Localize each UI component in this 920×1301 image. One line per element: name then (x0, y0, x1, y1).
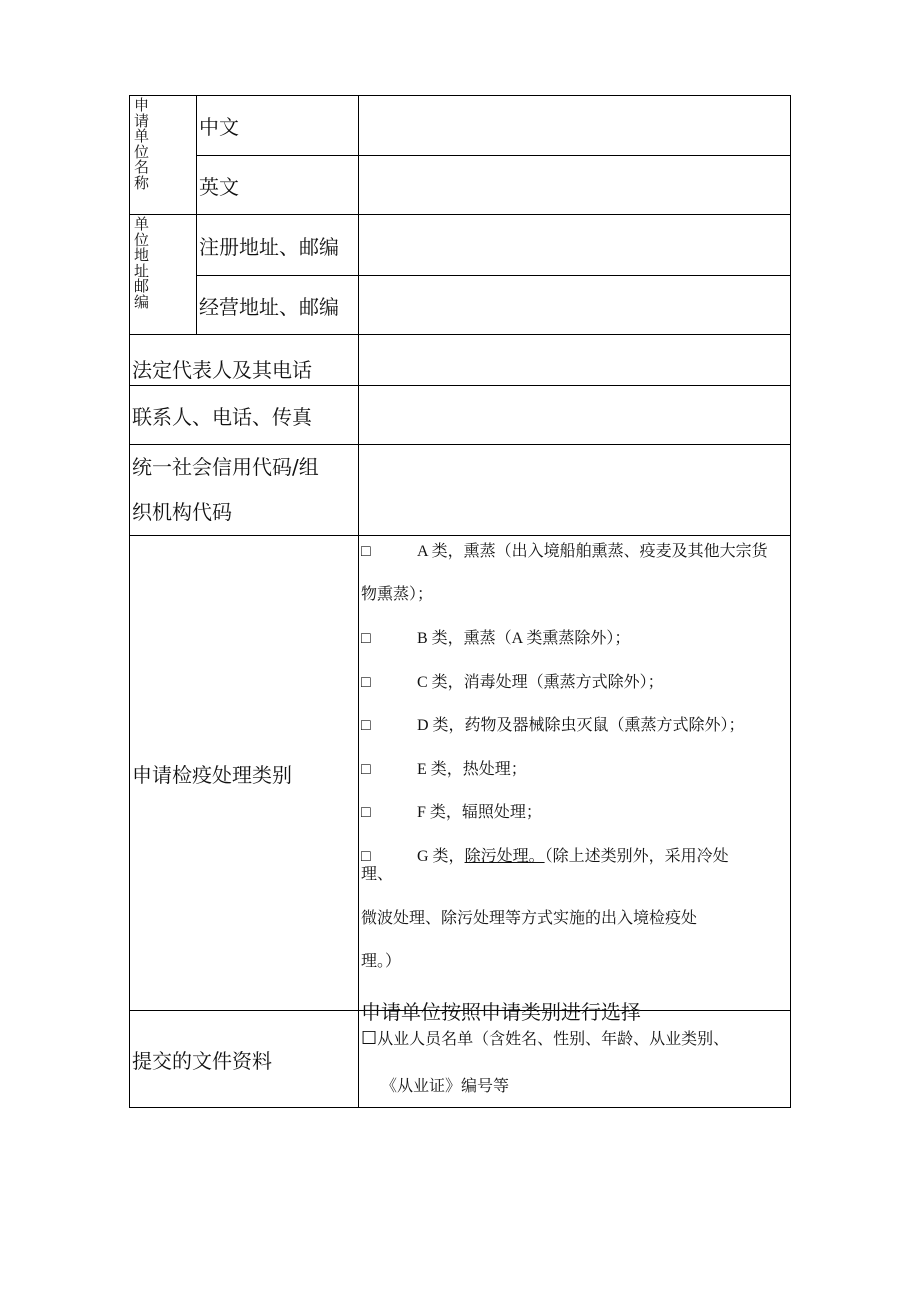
documents-content (359, 1011, 790, 1107)
category-row (130, 536, 791, 1011)
category-option-c[interactable] (361, 669, 664, 692)
option-text-underlined: 除污处理。 (464, 848, 545, 865)
contact-label: 联系人、电话、传真 (130, 386, 359, 445)
checkbox-icon[interactable]: □ (361, 848, 371, 865)
documents-cell (359, 1011, 791, 1108)
legal-rep-row (130, 335, 791, 386)
english-name-field[interactable] (359, 156, 791, 215)
documents-row (130, 1011, 791, 1108)
credit-code-label-line1: 统一社会信用代码/组 (132, 455, 319, 479)
vertical-char: 名 (134, 158, 150, 176)
document-option-staff-list-cont: 《从业证》编号等 (381, 1078, 510, 1095)
option-text: C 类，消毒处理（熏蒸方式除外）； (417, 674, 664, 691)
option-text: G 类， (417, 848, 465, 865)
application-form-table (129, 95, 791, 1108)
vertical-char: 位 (134, 142, 150, 161)
checkbox-icon[interactable]: ☐ (361, 1028, 378, 1049)
document-option-staff-list[interactable] (361, 1026, 729, 1049)
category-option-g-cont1: 理、 (361, 866, 394, 883)
registered-address-field[interactable] (359, 215, 791, 276)
checkbox-icon[interactable]: □ (361, 543, 371, 560)
credit-code-row (130, 445, 791, 536)
vertical-char: 申 (134, 96, 150, 114)
option-text: （除上述类别外，采用冷处 (544, 848, 729, 865)
legal-rep-field[interactable] (359, 335, 791, 386)
category-option-g-cont2: 微波处理、除污处理等方式实施的出入境检疫处 (361, 910, 698, 927)
category-option-g-cont3: 理。） (361, 953, 402, 970)
contact-field[interactable] (359, 386, 791, 445)
vertical-char: 地 (134, 246, 150, 264)
registered-address-row (130, 215, 791, 276)
category-option-e[interactable] (361, 756, 527, 779)
chinese-name-field[interactable] (359, 96, 791, 156)
category-label: 申请检疫处理类别 (130, 536, 359, 1011)
category-options-cell (359, 536, 791, 1024)
vertical-char: 单 (134, 215, 150, 233)
unit-name-chinese-row (130, 96, 791, 156)
category-option-b[interactable] (361, 625, 630, 648)
option-text: B 类，熏蒸（A 类熏蒸除外）； (417, 630, 631, 647)
option-text: A 类，熏蒸（出入境船舶熏蒸、疫麦及其他大宗货 (417, 543, 768, 560)
option-text: E 类，热处理； (417, 761, 527, 778)
chinese-name-label: 中文 (197, 96, 359, 156)
checkbox-icon[interactable]: □ (361, 674, 371, 691)
category-option-f[interactable] (361, 799, 542, 822)
unit-address-group-label (130, 215, 197, 335)
vertical-char: 址 (134, 261, 150, 280)
unit-name-english-row (130, 156, 791, 215)
vertical-char: 称 (134, 173, 150, 192)
option-text: F 类，辐照处理； (417, 804, 542, 821)
business-address-field[interactable] (359, 276, 791, 335)
checkbox-icon[interactable]: □ (361, 717, 371, 734)
category-option-g[interactable] (361, 843, 729, 866)
documents-label: 提交的文件资料 (130, 1011, 359, 1108)
option-text: D 类，药物及器械除虫灭鼠（熏蒸方式除外）； (417, 717, 745, 734)
category-options (359, 536, 790, 1024)
registered-address-label: 注册地址、邮编 (197, 215, 359, 276)
category-selection-note: 申请单位按照申请类别进行选择 (361, 1000, 641, 1024)
vertical-char: 编 (134, 292, 150, 311)
checkbox-icon[interactable]: □ (361, 761, 371, 778)
contact-row (130, 386, 791, 445)
option-text: 从业人员名单（含姓名、性别、年龄、从业类别、 (377, 1031, 730, 1048)
credit-code-label-line2: 织机构代码 (132, 500, 232, 524)
checkbox-icon[interactable]: □ (361, 630, 371, 647)
business-address-label: 经营地址、邮编 (197, 276, 359, 335)
category-option-a-cont: 物熏蒸）； (361, 586, 434, 603)
legal-rep-label: 法定代表人及其电话 (130, 335, 359, 386)
checkbox-icon[interactable]: □ (361, 804, 371, 821)
vertical-char: 位 (134, 230, 150, 249)
unit-name-group-label (130, 96, 197, 215)
english-name-label: 英文 (197, 156, 359, 215)
business-address-row (130, 276, 791, 335)
category-option-d[interactable] (361, 712, 745, 735)
credit-code-label (130, 445, 359, 536)
vertical-char: 请 (134, 111, 150, 130)
category-option-a[interactable] (361, 538, 768, 561)
vertical-char: 单 (134, 127, 150, 145)
vertical-char: 邮 (134, 277, 150, 295)
credit-code-field[interactable] (359, 445, 791, 536)
